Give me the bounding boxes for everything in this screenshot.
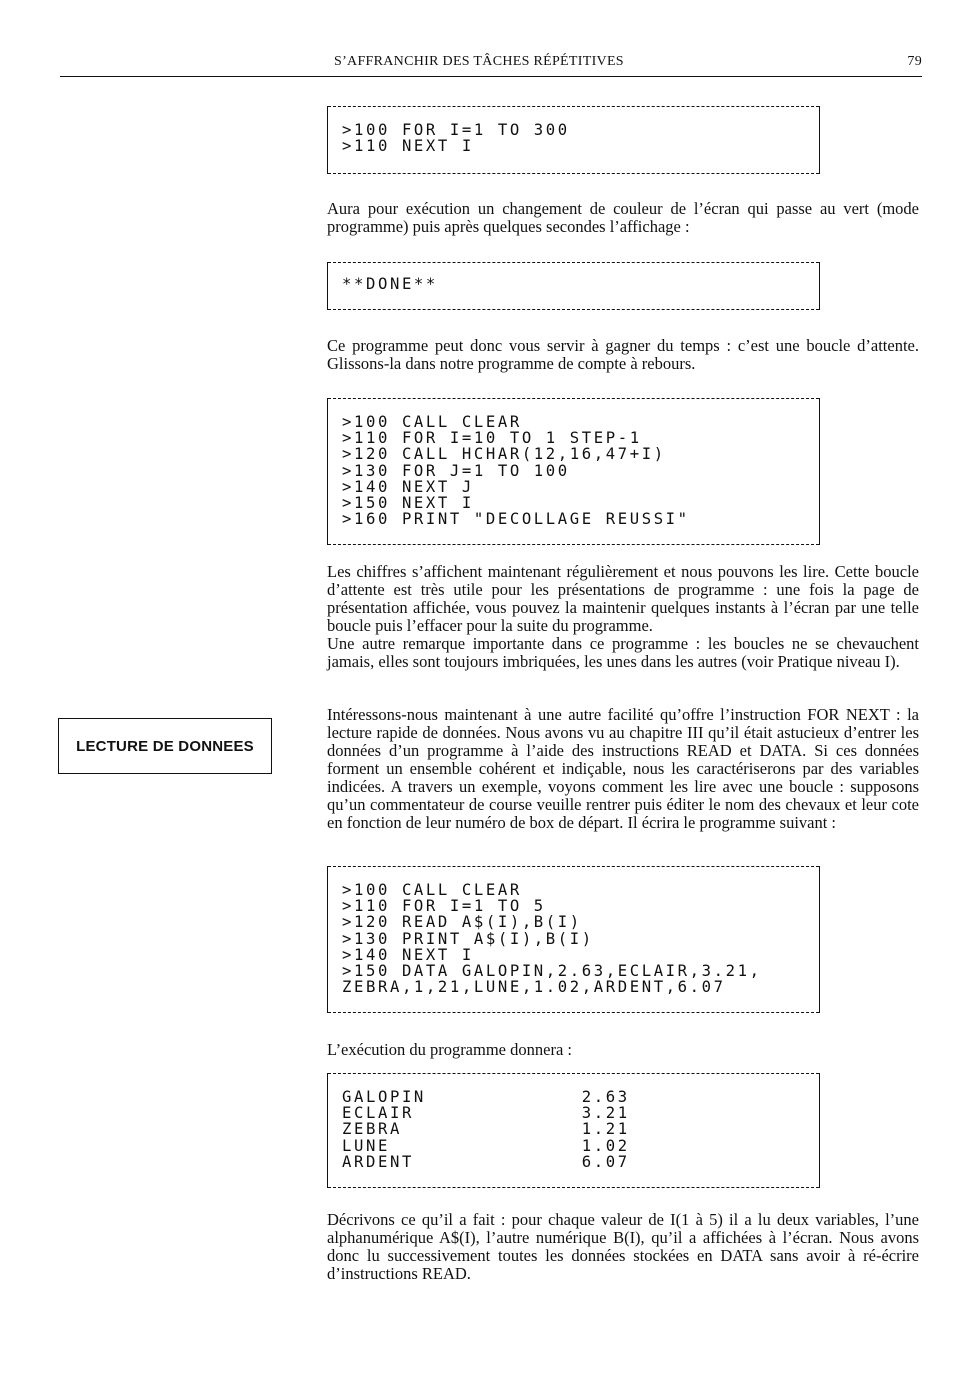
paragraph-text: Les chiffres s’affichent maintenant régulièrement et nous pouvons les lire. Cette boucle d’attente est très utile pour les présentations de programme : une fois la page de présentation affichée, vous pouvez la maintenir quelques instants à l’écran par une telle boucle puis l’effacer pour la suite du programme. — [327, 562, 919, 635]
paragraph-explanation — [327, 563, 919, 671]
paragraph-text: Intéressons-nous maintenant à une autre facilité qu’offre l’instruction FOR NEXT : la lecture rapide de données. Nous avons vu au chapitre III qu’il était astucieux d’entrer les données d’un programme à l’aide des instructions READ et DATA. Si ces données forment un ensemble cohérent et indiçable, nous les caractériserons par des variables indicées. A travers un exemple, voyons comment les lire avec une boucle : supposons qu’un commentateur de course veuille rentrer puis éditer le nom des chevaux et leur cote en fonction de leur numéro de box de départ. Il écrira le programme suivant : — [327, 705, 919, 832]
code-output-horses — [327, 1073, 820, 1188]
code-listing-loop — [327, 106, 820, 174]
chapter-title: S’AFFRANCHIR DES TÂCHES RÉPÉTITIVES — [334, 54, 624, 69]
code-listing-countdown — [327, 398, 820, 545]
code-output-done — [327, 262, 820, 310]
paragraph-read-data — [327, 706, 919, 832]
running-header — [60, 54, 922, 77]
paragraph-wait-loop — [327, 337, 919, 373]
paragraph-text: Ce programme peut donc vous servir à gagner du temps : c’est une boucle d’attente. Glissons-la dans notre programme de compte à rebours. — [327, 336, 919, 373]
margin-heading-box — [58, 718, 272, 774]
paragraph-execution — [327, 200, 919, 236]
code-text: GALOPIN 2.63 ECLAIR 3.21 ZEBRA 1.21 LUNE 1.02 ARDENT 6.07 — [342, 1088, 630, 1171]
paragraph-text: L’exécution du programme donnera : — [327, 1040, 572, 1059]
code-text: >100 CALL CLEAR >110 FOR I=1 TO 5 >120 READ A$(I),B(I) >130 PRINT A$(I),B(I) >140 NEXT I >150 DATA GALOPIN,2.63,ECLAIR,3.21, ZEBRA,1,21,LUNE,1.02,ARDENT,6.07 — [342, 881, 762, 997]
paragraph-text: Aura pour exécution un changement de couleur de l’écran qui passe au vert (mode programme) puis après quelques secondes l’affichage : — [327, 199, 919, 236]
page-number: 79 — [907, 54, 922, 69]
code-text: >100 CALL CLEAR >110 FOR I=10 TO 1 STEP-1 >120 CALL HCHAR(12,16,47+I) >130 FOR J=1 TO 100 >140 NEXT J >150 NEXT I >160 PRINT "DECOLLAGE REUSSI" — [342, 413, 690, 529]
paragraph-result-intro — [327, 1041, 919, 1059]
margin-heading-label: LECTURE DE DONNEES — [76, 737, 254, 755]
paragraph-description — [327, 1211, 919, 1283]
code-text: **DONE** — [342, 275, 438, 293]
paragraph-text: Décrivons ce qu’il a fait : pour chaque valeur de I(1 à 5) il a lu deux variables, l’une alphanumérique A$(I), l’autre numérique B(I), qu’il a affichées à l’écran. Nous avons donc lu successivement toutes les données stockées en DATA sans avoir à ré-écrire d’instructions READ. — [327, 1210, 919, 1283]
code-listing-read — [327, 866, 820, 1013]
code-text: >100 FOR I=1 TO 300 >110 NEXT I — [342, 121, 570, 156]
paragraph-text: Une autre remarque importante dans ce programme : les boucles ne se chevauchent jamais, elles sont toujours imbriquées, les unes dans les autres (voir Pratique niveau I). — [327, 634, 919, 671]
